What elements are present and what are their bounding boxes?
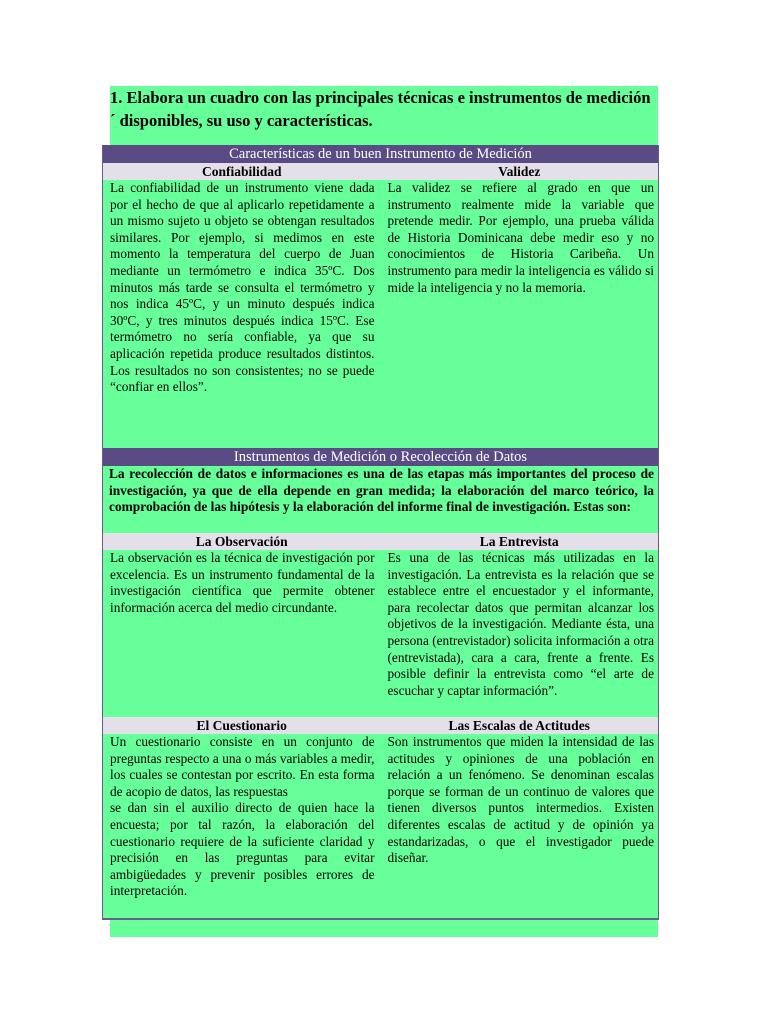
cell-cuestionario [103, 734, 381, 918]
cell-observacion: La observación es la técnica de investigación por excelencia. Es un instrumento fundamental de la investigación científica que permite obtener información acerca del medio circundante. [110, 550, 375, 615]
subheader-row [103, 163, 658, 180]
column-header-confiabilidad: Confiabilidad [201, 164, 282, 179]
document-table [102, 145, 659, 920]
column-header-escalas: Las Escalas de Actitudes [448, 718, 590, 733]
section-intro: La recolección de datos e informaciones es una de las etapas más importantes del proceso de investigación, ya que de ella depende en gran medida; la elaboración del marco teórico, la comprobación de las hipótesis y la elaboración del informe final de investigación. Estas son: [109, 466, 654, 515]
cuestionario-paragraph: se dan sin el auxilio directo de quien hace la encuesta; por tal razón, la elaboración del cuestionario requiere de la suficiente claridad y precisión en las preguntas para evitar ambigüedades y prevenir posibles errores de interpretación. [110, 800, 375, 899]
column-header-entrevista: La Entrevista [479, 534, 559, 549]
cuestionario-paragraph: Un cuestionario consiste en un conjunto de preguntas respecto a una o más variables a medir, los cuales se contestan por escrito. En esta forma de acopio de datos, las respuestas [110, 734, 375, 799]
cell-entrevista: Es una de las técnicas más utilizadas en la investigación. La entrevista es la relación que se establece entre el encuestador y el informante, para recolectar datos que permitan alcanzar los objetivos de la investigación. Mediante ésta, una persona (entrevistador) solicita información a otra (entrevistada), cara a cara, frente a frente. Es posible definir la entrevista como “el arte de escuchar y captar información”. [387, 550, 654, 698]
cell-escalas: Son instrumentos que miden la intensidad de las actitudes y opiniones de una población en relación a un fenómeno. Se denominan escalas porque se forman de un continuo de valores que tienen diversos puntos intermedios. Existen diferentes escalas de actitud y de opinión ya estandarizadas, o que el investigador puede diseñar. [387, 734, 654, 866]
content-row-cuestionario-escalas [103, 734, 658, 918]
content-row-observacion-entrevista [103, 550, 658, 717]
column-header-cuestionario: El Cuestionario [196, 718, 287, 733]
subheader-row [103, 533, 658, 550]
column-header-observacion: La Observación [195, 534, 288, 549]
cell-validez: La validez se refiere al grado en que un instrumento realmente mide la variable que pretende medir. Por ejemplo, una prueba válida de Historia Dominicana debe medir eso y no conocimientos de Historia Caribeña. Un instrumento para medir la inteligencia es válido si mide la inteligencia y no la memoria. [387, 180, 654, 295]
cell-confiabilidad: La confiabilidad de un instrumento viene dada por el hecho de que al aplicarlo repetidamente a un mismo sujeto u objeto se obtengan resultados similares. Por ejemplo, si medimos en este momento la temperatura del cuerpo de Juan mediante un termómetro e indica 35ºC. Dos minutos más tarde se consulta el termómetro y nos indica 45ºC, y un minuto después indica 30ºC, y tres minutos después indica 15ºC. Ese termómetro no sería confiable, ya que su aplicación repetida produce resultados distintos. Los resultados no son consistentes; no se puede “confiar en ellos”. [110, 180, 375, 395]
section-title-instruments: Instrumentos de Medición o Recolección de Datos [103, 448, 658, 466]
subheader-row [103, 717, 658, 734]
page-title: 1. Elabora un cuadro con las principales técnicas e instrumentos de medición´ disponibles, su uso y características. [110, 88, 651, 130]
section-title-characteristics: Características de un buen Instrumento de Medición [103, 145, 658, 163]
column-header-validez: Validez [498, 164, 541, 179]
content-row-characteristics [103, 180, 658, 448]
